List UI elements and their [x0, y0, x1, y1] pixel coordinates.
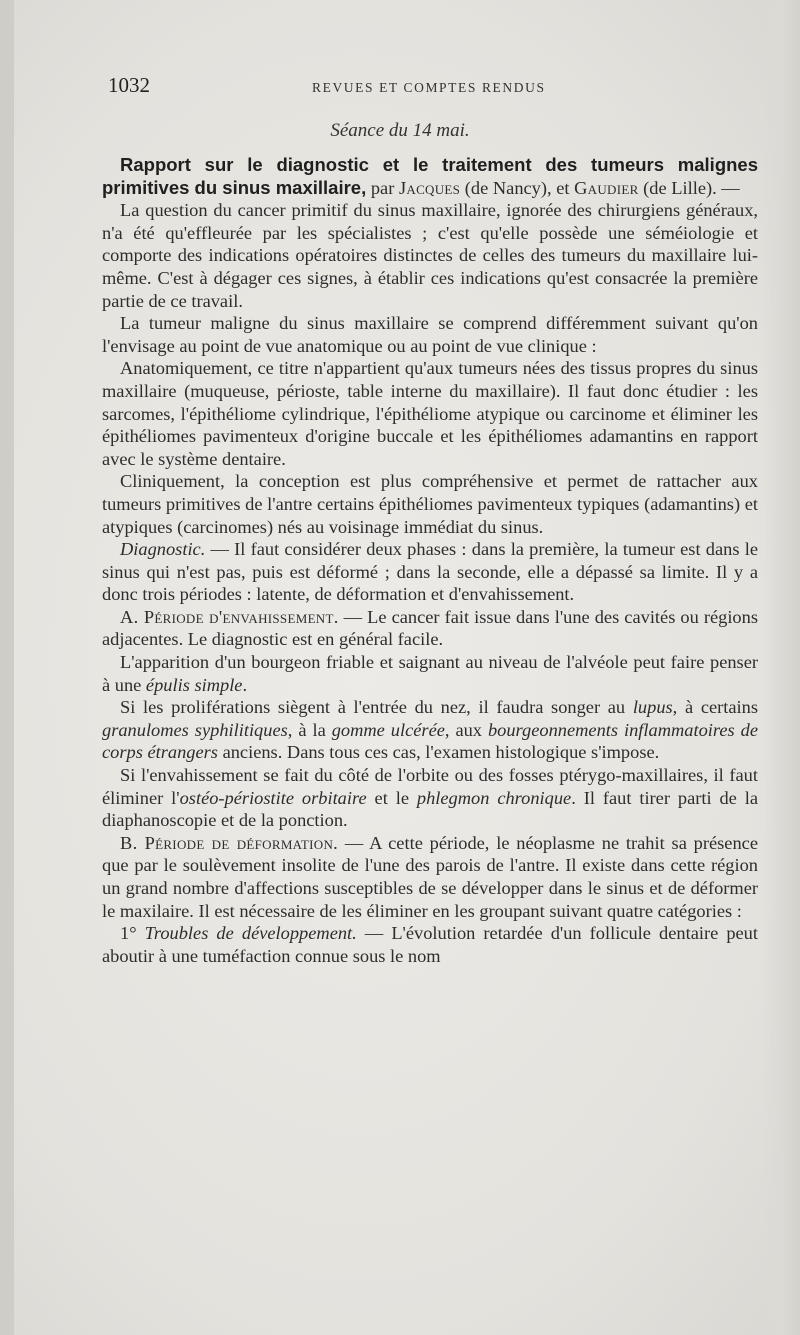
paragraph-nose: Si les proliférations siègent à l'entrée du nez, il faudra songer au lupus, à certains granulomes syphilitiques, à la gomme ulcérée, aux bourgeonnements inflammatoires de corps étrangers anciens. Dans tous ces cas, l'examen histologique s'impose.	[102, 697, 759, 763]
article-by: par	[366, 177, 399, 198]
session-heading: Séance du 14 mai.	[330, 120, 470, 141]
diagnostic-label: Diagnostic.	[120, 539, 206, 560]
scan-left-edge	[0, 0, 14, 1335]
page-header	[108, 73, 768, 100]
author-jacques: Jacques	[398, 177, 461, 198]
development-label: Troubles de développement.	[144, 923, 357, 944]
paragraph-clinical: Cliniquement, la conception est plus compréhensive et permet de rattacher aux tumeurs primitives de l'antre certains épithéliomes pavimenteux typiques (adamantins) et atypiques (carcinomes) nés au voisinage immédiat du sinus.	[102, 471, 758, 537]
paragraph-period-invasion: A. Période d'envahissement. — Le cancer fait issue dans l'une des cavités ou régions adjacentes. Le diagnostic est en général facile.	[102, 606, 758, 650]
page-number: 1032	[108, 73, 150, 97]
author2-place: (de Lille). —	[638, 177, 740, 198]
paragraph-orbit: Si l'envahissement se fait du côté de l'orbite ou des fosses ptérygo-maxillaires, il faut éliminer l'ostéo-périostite orbitaire et le phlegmon chronique. Il faut tirer parti de la diaphanoscopie et de la ponction.	[102, 765, 759, 831]
paragraph-development: 1° Troubles de développement. — L'évolution retardée d'un follicule dentaire peut aboutir à une tuméfaction connue sous le nom	[102, 923, 758, 966]
author-gaudier: Gaudier	[574, 177, 639, 198]
running-title: REVUES ET COMPTES RENDUS	[312, 80, 546, 95]
article-title: Rapport sur le diagnostic et le traitement des tumeurs malignes primitives du sinus maxillaire,	[102, 154, 758, 198]
paragraph-epulis: L'apparition d'un bourgeon friable et saignant au niveau de l'alvéole peut faire penser à une épulis simple.	[102, 652, 758, 695]
section-b-label: B. Période de déformation.	[120, 832, 339, 853]
paragraph-period-deformation: B. Période de déformation. — A cette période, le néoplasme ne trahit sa présence que par le soulèvement insolite de l'une des parois de l'antre. Il existe dans cette région un grand nombre d'affections susceptibles de se développer dans le sinus et de déformer le maxilaire. Il est nécessaire de les éliminer en les groupant suivant quatre catégories :	[102, 832, 758, 921]
scan-right-edge	[762, 0, 800, 1335]
paragraph-definition: La tumeur maligne du sinus maxillaire se comprend différemment suivant qu'on l'envisage au point de vue anatomique ou au point de vue clinique :	[102, 313, 758, 356]
paragraph-introduction: La question du cancer primitif du sinus maxillaire, ignorée des chirurgiens généraux, n'a été qu'effleurée par les spécialistes ; c'est qu'elle possède une séméiologie et comporte des indications opératoires distinctes de celles des tumeurs du maxillaire lui-même. C'est à dégager ces signes, à établir ces indications qu'est consacrée la première partie de ce travail.	[102, 200, 758, 311]
section-a-label: A. Période d'envahissement.	[120, 606, 339, 627]
paragraph-anatomical: Anatomiquement, ce titre n'appartient qu'aux tumeurs nées des tissus propres du sinus maxillaire (muqueuse, périoste, table interne du maxillaire). Il faut donc étudier : les sarcomes, l'épithéliome cylindrique, l'épithéliome atypique ou carcinome et éliminer les épithéliomes pavimenteux d'origine buccale et les épithéliomes adamantins en rapport avec le système dentaire.	[102, 358, 758, 469]
paragraph-diagnostic: Diagnostic. — Il faut considérer deux phases : dans la première, la tumeur est dans le sinus qui n'est pas, puis est déformé ; dans la seconde, elle a dépassé sa limite. Il y a donc trois périodes : latente, de déformation et d'envahissement.	[102, 539, 758, 605]
author1-place: (de Nancy), et	[460, 177, 575, 198]
article-title-paragraph	[102, 154, 758, 199]
article-body	[102, 154, 758, 967]
